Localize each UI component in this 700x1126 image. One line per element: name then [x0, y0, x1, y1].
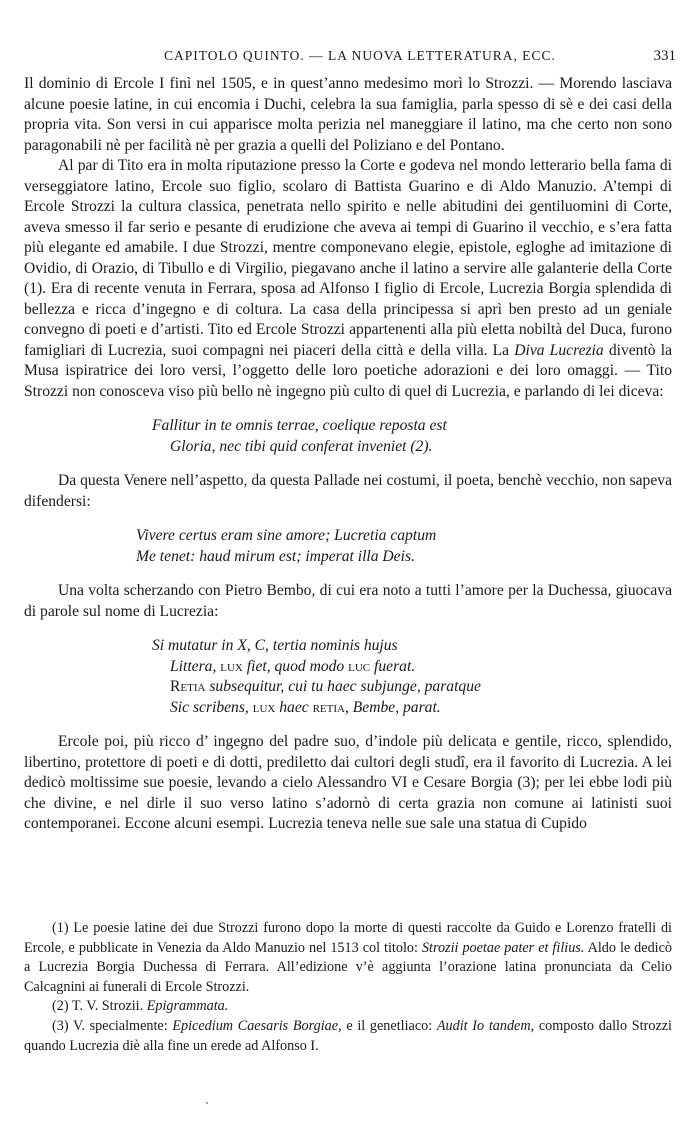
footnote-title: Strozii poetae pater et filius.	[421, 939, 585, 956]
main-text	[24, 74, 672, 835]
paper-speck	[206, 1102, 208, 1104]
footnote-text: (2) T. V. Strozii.	[52, 998, 147, 1015]
verse-text: fuerat.	[370, 657, 416, 675]
verse-smallcaps: lux	[220, 657, 243, 675]
verse-line: Vivere certus eram sine amore; Lucretia captum	[136, 527, 437, 544]
verse-text: subsequitur, cui tu haec subjunge, paratque	[205, 678, 481, 695]
verse-line: Me tenet: haud mirum est; imperat illa Deis.	[136, 547, 415, 565]
paragraph-text: diventò la Musa ispiratrice dei loro versi, l’oggetto delle loro poetiche adorazioni e dei loro omaggi. — Tito Strozzi non conosceva viso più bello nè ingegno più culto di quel di Lucrezia, e parlando di lei diceva:	[24, 341, 672, 400]
footnote-title: Epigrammata.	[146, 998, 229, 1015]
footnote-1	[24, 919, 672, 997]
paragraph: Una volta scherzando con Pietro Bembo, di cui era noto a tutti l’amore per la Duchessa, giuocava di parole sul nome di Lucrezia:	[24, 582, 672, 620]
verse-text: haec	[275, 698, 313, 716]
verse-line	[152, 698, 672, 719]
verse-smallcaps: retia	[312, 698, 345, 716]
page-header	[24, 48, 676, 70]
footnote-title: Epicedium Caesaris Borgiae	[172, 1017, 339, 1034]
verse-text: Littera,	[170, 657, 221, 675]
paragraph	[24, 156, 672, 402]
verse-quote	[24, 416, 672, 457]
paragraph: Ercole poi, più ricco d’ ingegno del padre suo, d’indole più delicata e gentile, ricco, splendido, libertino, protettore di poeti e di dotti, prediletto dai cultori degli studî, era il favorito di Lucrezia. A lei dedicò moltissime sue poesie, levando a cielo Alessandro VI e Cesare Borgia (3); per lei ebbe lodi più che divine, e nel dirle il suo verso latino s’adornò di certa grazia non comune ai latinisti suoi contemporanei. Eccone alcuni esempi. Lucrezia teneva nelle sue sale una statua di Cupido	[24, 733, 672, 832]
footnote-text: (3) V. specialmente:	[52, 1017, 173, 1034]
paragraph-text: Al par di Tito era in molta riputazione presso la Corte e godeva nel mondo letterario bella fama di verseggiatore latino, Ercole suo figlio, scolaro di Battista Guarino e di Aldo Manuzio. A’tempi di Ercole Strozzi la cultura classica, penetrata nello spirito e nelle abitudini dei gentiluomini di Corte, aveva smesso il far serio e pesante di erudizione che aveva ai tempi di Guarino il vecchio, e s’era fatta più elegante ed amabile. I due Strozzi, mentre componevano elegie, epistole, egloghe ad imitazione di Ovidio, di Orazio, di Tibullo e di Virgilio, piegavano anche il latino a servire alle galanterie della Corte (1). Era di recente venuta in Ferrara, sposa ad Alfonso I figlio di Ercole, Lucrezia Borgia splendida di bellezza e ricca d’ingegno e di coltura. La casa della principessa si aprì ben presto ad un geniale convegno di poeti e d’artisti. Tito ed Ercole Strozzi appartenenti alla più eletta nobiltà del Duca, furono famigliari di Lucrezia, suoi compagni nei piaceri della città e della villa. La	[24, 157, 672, 359]
verse-text: , Bembe, parat.	[344, 698, 441, 716]
verse-quote	[24, 526, 672, 567]
verse-quote	[24, 636, 672, 718]
running-title: CAPITOLO QUINTO. — LA NUOVA LETTERATURA, ECC.	[164, 48, 556, 63]
italic-term: Diva Lucrezia	[514, 341, 604, 359]
footnote-title: Audit Io tandem,	[436, 1017, 535, 1034]
footnote-text: composto dallo Strozzi quando Lucrezia diè alla fine un erede ad Alfonso I.	[24, 1017, 672, 1054]
verse-smallcaps: Retia	[170, 678, 206, 695]
verse-text: fiet, quod modo	[242, 657, 349, 675]
paragraph: Il dominio di Ercole I finì nel 1505, e in quest’anno medesimo morì lo Strozzi. — Morendo lasciava alcune poesie latine, in cui encomia i Duchi, celebra la sua famiglia, parla spesso di sè e dei casi della propria vita. Son versi in cui apparisce molta perizia nel maneggiare il latino, ma che certo non sono paragonabili nè per facilità nè per grazia a quelli del Poliziano e del Pontano.	[24, 75, 672, 154]
verse-smallcaps: lux	[252, 698, 276, 716]
verse-line: Si mutatur in X, C, tertia nominis hujus	[152, 637, 398, 654]
verse-smallcaps: luc	[348, 657, 371, 675]
paragraph: Da questa Venere nell’aspetto, da questa Pallade nei costumi, il poeta, benchè vecchio, non sapeva difendersi:	[24, 472, 672, 510]
verse-line: Fallitur in te omnis terrae, coelique reposta est	[152, 417, 447, 434]
verse-line: Gloria, nec tibi quid conferat inveniet (2).	[170, 437, 433, 455]
footnote-3	[24, 1017, 672, 1056]
footnote-text: (1) Le poesie latine dei due Strozzi furono dopo la morte di questi raccolte da Guido e Lorenzo fratelli di Ercole, e pubblicate in Venezia da Aldo Manuzio nel 1513 col titolo:	[24, 920, 672, 956]
verse-line	[152, 677, 672, 698]
verse-text: Sic scribens,	[170, 698, 253, 716]
footnote-text: , e il genetliaco:	[338, 1017, 437, 1034]
verse-line	[152, 657, 672, 678]
footnotes	[24, 919, 672, 1056]
footnote-2	[24, 997, 672, 1017]
footnote-text: Aldo le dedicò a Lucrezia Borgia Duchessa di Ferrara. All’edizione v’è aggiunta l’orazione latina pronunciata da Celio Calcagnini ai funerali di Ercole Strozzi.	[24, 939, 672, 995]
page-number: 331	[653, 48, 676, 64]
